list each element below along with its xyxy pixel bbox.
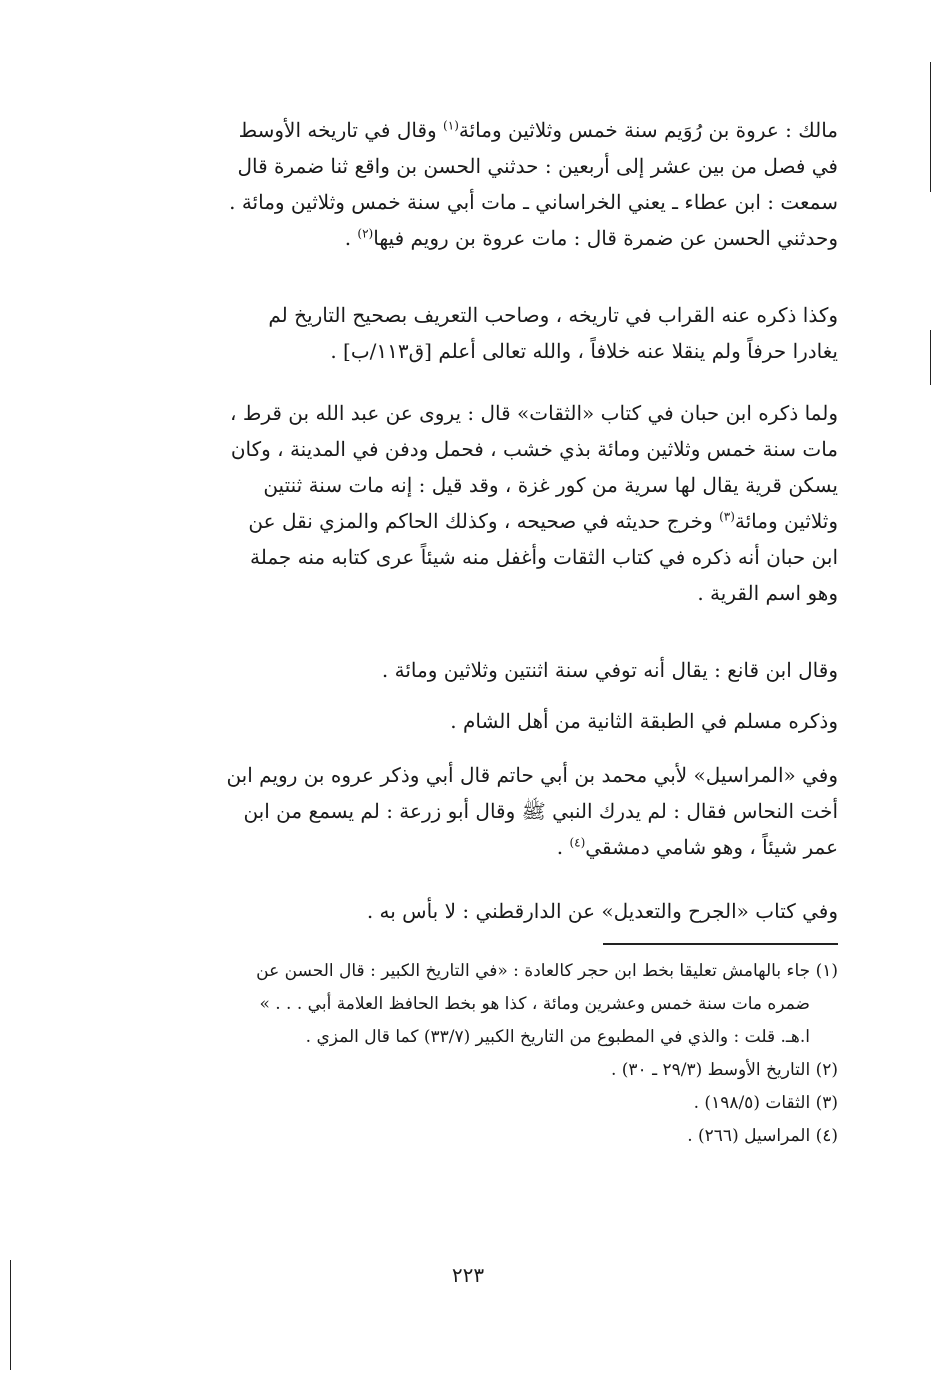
text-line: . xyxy=(556,835,570,859)
footnote-marker: (١) xyxy=(443,118,459,133)
text-line: وذكره مسلم في الطبقة الثانية من أهل الشام . xyxy=(450,709,838,733)
text-line: في فصل من بين عشر إلى أربعين : حدثني الحسن بن واقع ثنا ضمرة قال xyxy=(237,154,838,178)
footnote-divider xyxy=(603,943,838,945)
text-line: يغادرا حرفاً ولم ينقلا عنه خلافاً ، والله تعالى أعلم [ق١١٣/ب] . xyxy=(330,339,838,363)
text-line: وهو اسم القرية . xyxy=(697,581,838,605)
text-line: سمعت : ابن عطاء ـ يعني الخراساني ـ مات أبي سنة خمس وثلاثين ومائة . xyxy=(229,190,838,214)
footnote-line: ضمره مات سنة خمس وعشرين ومائة ، كذا هو بخط الحافظ العلامة أبي . . . » xyxy=(259,994,810,1014)
text-line: وفي «المراسيل» لأبي محمد بن أبي حاتم قال أبي وذكر عروه بن رويم ابن xyxy=(226,763,838,787)
footnote-line: (٣) الثقات (١٩٨/٥) . xyxy=(693,1093,838,1113)
page-number: ٢٢٣ xyxy=(451,1263,485,1287)
paragraph-7 xyxy=(130,893,838,929)
text-line: وكذا ذكره عنه القراب في تاريخه ، وصاحب التعريف بصحيح التاريخ لم xyxy=(268,303,838,327)
footnotes xyxy=(130,955,838,1153)
text-line: وقال ابن قانع : يقال أنه توفي سنة اثنتين وثلاثين ومائة . xyxy=(381,658,838,682)
text-line: ولما ذكره ابن حبان في كتاب «الثقات» قال : يروى عن عبد الله بن قرط ، xyxy=(230,401,838,425)
footnote-marker: (٣) xyxy=(719,509,735,524)
paragraph-3 xyxy=(130,395,838,611)
paragraph-4 xyxy=(130,652,838,688)
footnote-line: ا.هـ. قلت : والذي في المطبوع من التاريخ الكبير (٣٣/٧) كما قال المزي . xyxy=(305,1027,810,1047)
text-line: وخرج حديثه في صحيحه ، وكذلك الحاكم والمزي نقل عن xyxy=(248,509,720,533)
paragraph-2 xyxy=(130,297,838,369)
paragraph-6 xyxy=(130,757,838,865)
text-line: ابن حبان أنه ذكره في كتاب الثقات وأغفل منه شيئاً عرى كتابه منه جملة xyxy=(249,545,838,569)
footnote-marker: (٤) xyxy=(569,835,586,850)
scan-edge-mark xyxy=(930,62,931,192)
text-line: مالك : عروة بن رُوَيم سنة خمس وثلاثين ومائة xyxy=(458,118,838,142)
footnote-line: (١) جاء بالهامش تعليقا بخط ابن حجر كالعادة : «في التاريخ الكبير : قال الحسن عن xyxy=(256,961,838,981)
footnote-marker: (٢) xyxy=(357,226,374,241)
footnote-line: (٤) المراسيل (٢٦٦) . xyxy=(687,1126,838,1146)
text-line: يسكن قرية يقال لها سرية من كور غزة ، وقد قيل : إنه مات سنة ثنتين xyxy=(263,473,838,497)
scan-edge-mark xyxy=(930,330,931,385)
text-line: مات سنة خمس وثلاثين ومائة بذي خشب ، فحمل ودفن في المدينة ، وكان xyxy=(230,437,838,461)
text-line: . xyxy=(344,226,358,250)
footnote-line: (٢) التاريخ الأوسط (٢٩/٣ ـ ٣٠) . xyxy=(610,1060,838,1080)
text-line: وثلاثين ومائة xyxy=(734,509,838,533)
paragraph-1 xyxy=(130,112,838,256)
text-line: وقال في تاريخه الأوسط xyxy=(238,118,444,142)
paragraph-5 xyxy=(130,703,838,739)
text-line: عمر شيئاً ، وهو شامي دمشقي xyxy=(585,835,838,859)
text-line: وحدثني الحسن عن ضمرة قال : مات عروة بن رويم فيها xyxy=(373,226,838,250)
text-line: وفي كتاب «الجرح والتعديل» عن الدارقطني : لا بأس به . xyxy=(366,899,838,923)
text-line: أخت النحاس فقال : لم يدرك النبي ﷺ وقال أبو زرعة : لم يسمع من ابن xyxy=(243,799,838,823)
